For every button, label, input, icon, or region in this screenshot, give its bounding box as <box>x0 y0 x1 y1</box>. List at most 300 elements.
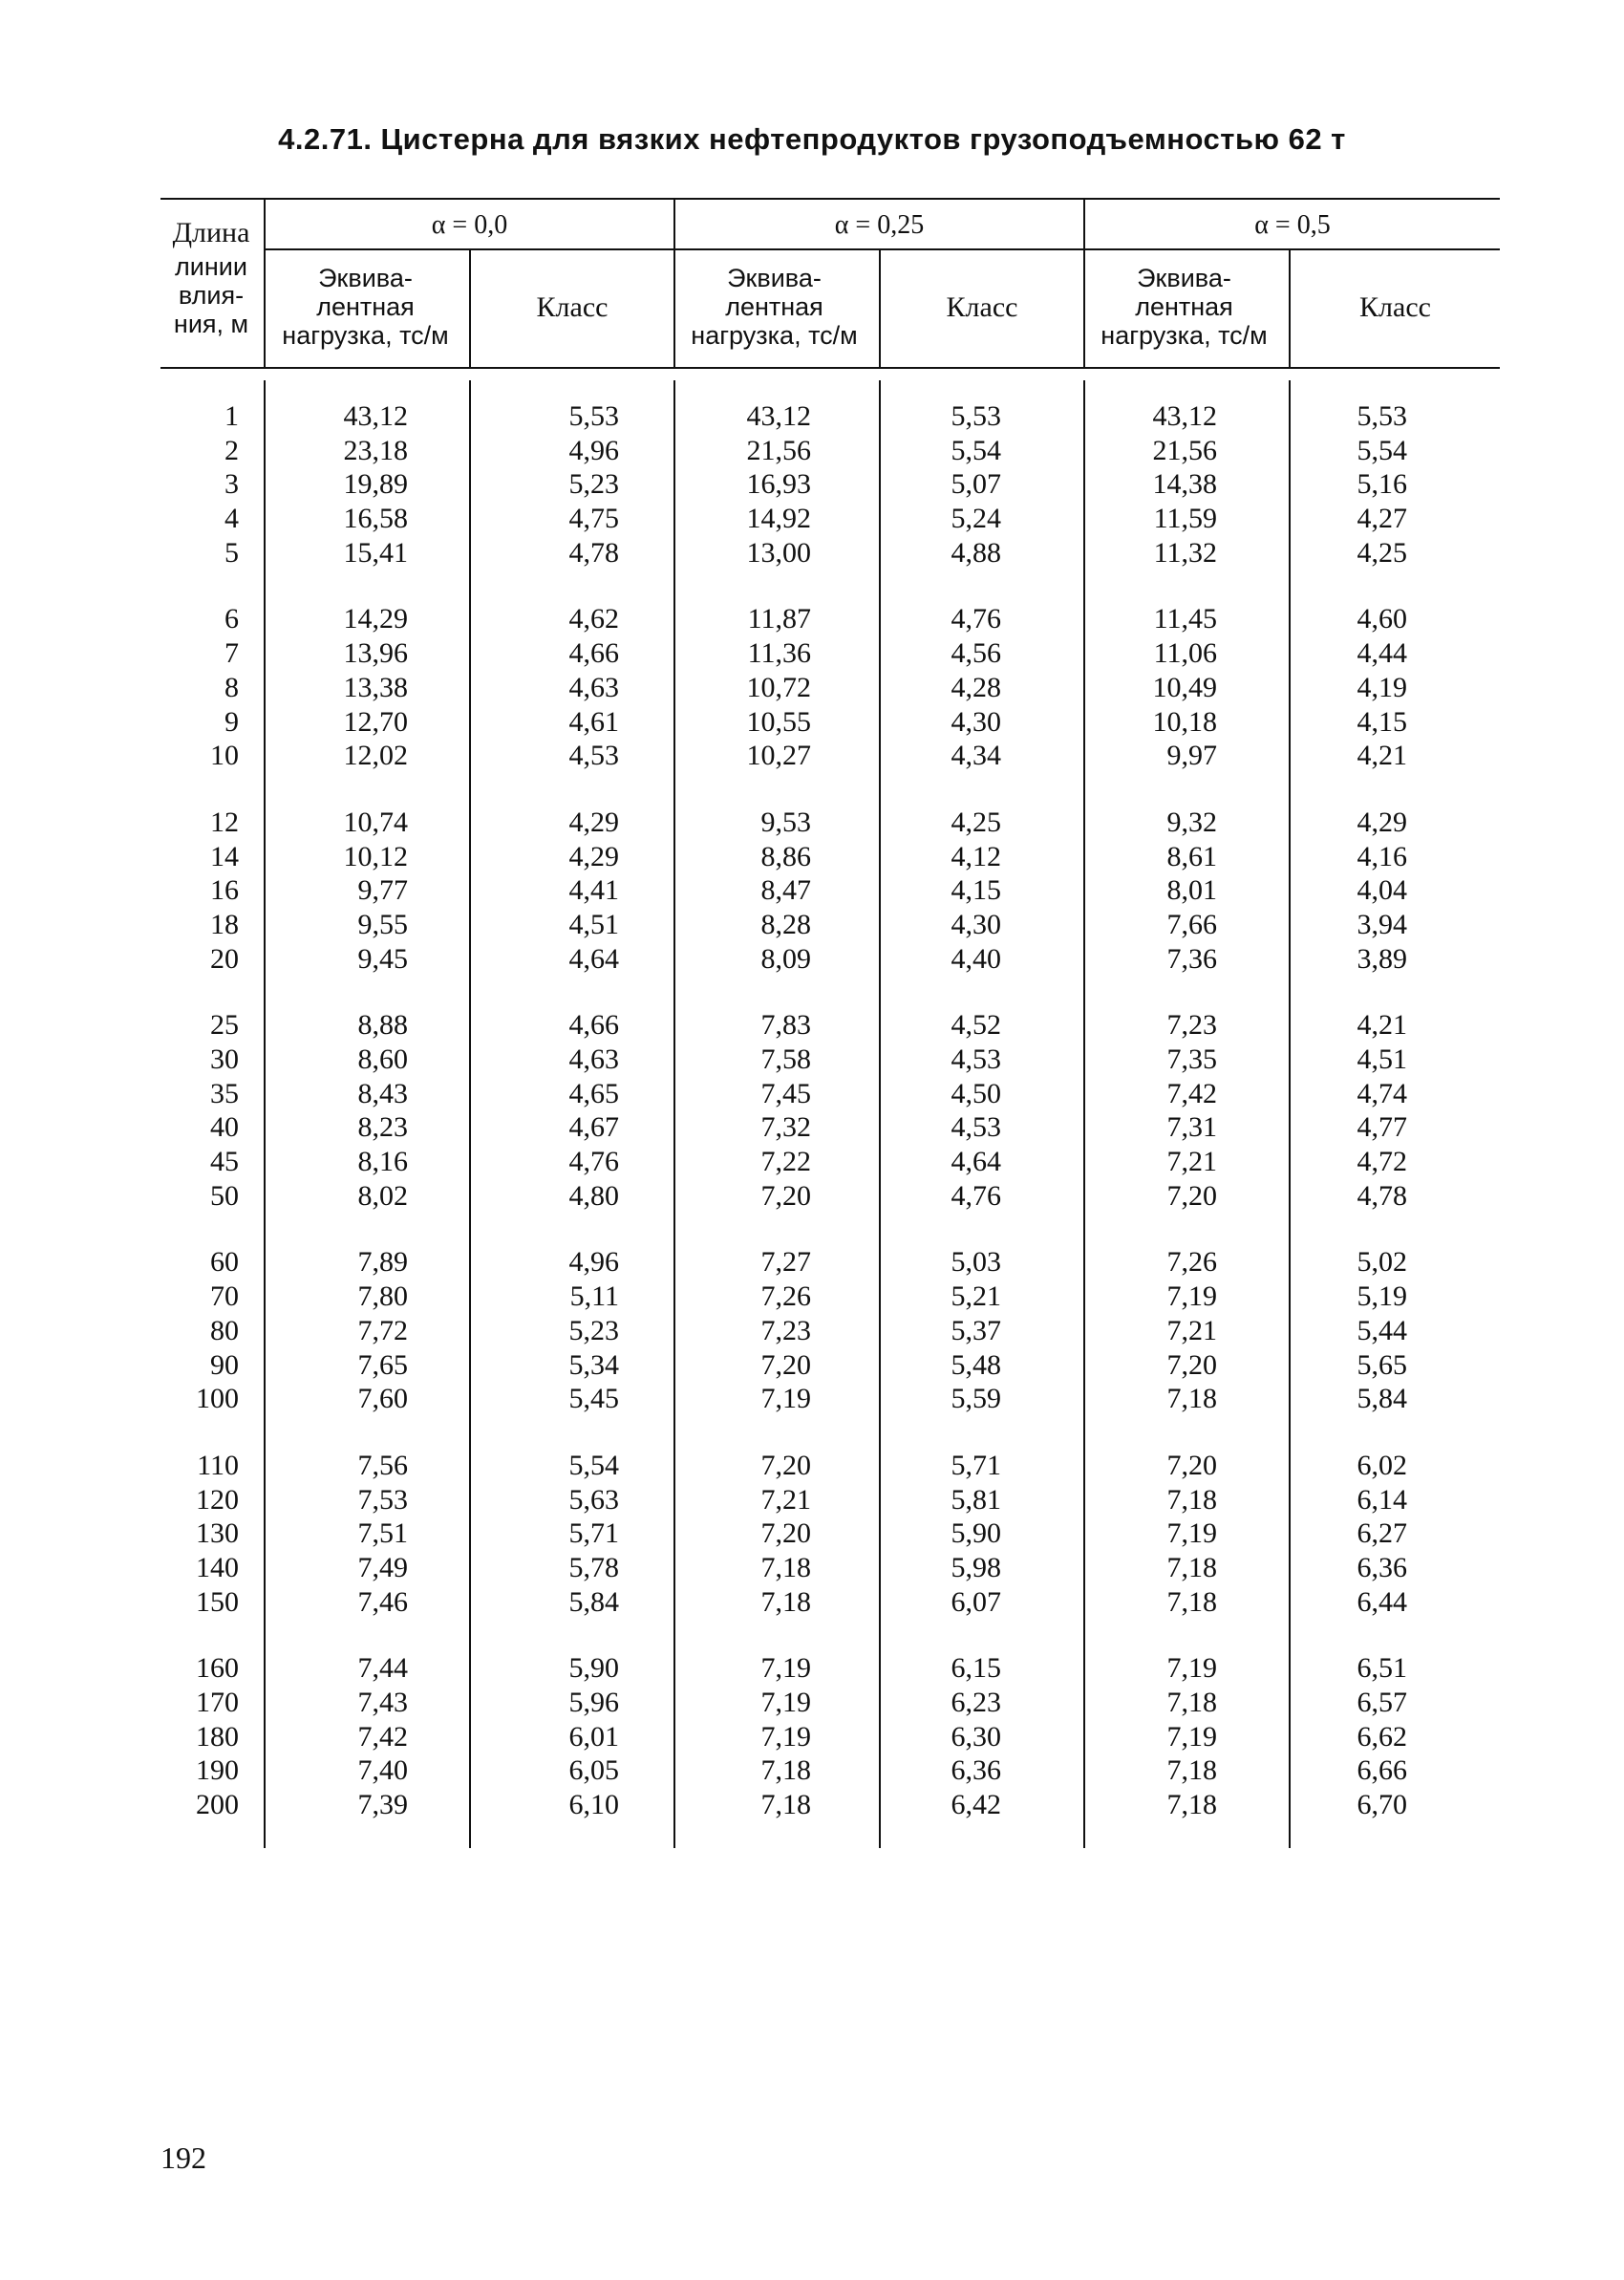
header-equiv-load-1-line-3: нагрузка, тс/м <box>282 321 449 350</box>
cell-class-a05: 5,65 <box>1357 1348 1407 1381</box>
cell-equiv-load-a025: 7,26 <box>760 1280 811 1313</box>
cell-length: 16 <box>210 874 239 907</box>
cell-equiv-load-a0: 14,29 <box>343 603 408 635</box>
cell-equiv-load-a0: 7,43 <box>357 1687 408 1718</box>
row-group-2 <box>162 602 1500 772</box>
cell-class-a025: 4,30 <box>951 705 1001 738</box>
cell-equiv-load-a05: 7,35 <box>1166 1043 1217 1075</box>
table-row <box>162 1753 1500 1788</box>
row-group-6 <box>162 1449 1500 1619</box>
cell-equiv-load-a0: 7,39 <box>357 1789 408 1821</box>
cell-equiv-load-a0: 7,80 <box>357 1280 408 1313</box>
header-equiv-load-1-line-1: Эквива- <box>318 264 413 292</box>
header-alpha-0: α = 0,0 <box>431 210 508 240</box>
cell-length: 18 <box>210 908 239 940</box>
cell-equiv-load-a025: 7,19 <box>760 1383 811 1415</box>
cell-equiv-load-a025: 7,18 <box>760 1789 811 1821</box>
cell-class-a05: 4,21 <box>1357 1009 1407 1042</box>
cell-equiv-load-a0: 13,96 <box>343 637 408 670</box>
cell-length: 180 <box>196 1720 239 1753</box>
cell-length: 45 <box>210 1146 239 1178</box>
cell-class-a025: 5,21 <box>951 1280 1001 1313</box>
cell-class-a025: 4,15 <box>951 874 1001 907</box>
cell-class-a05: 6,02 <box>1357 1449 1407 1481</box>
row-group-1 <box>162 399 1500 570</box>
cell-class-a025: 5,90 <box>951 1517 1001 1550</box>
cell-class-a025: 5,03 <box>951 1246 1001 1279</box>
row-group-5 <box>162 1245 1500 1415</box>
cell-equiv-load-a05: 7,19 <box>1166 1720 1217 1753</box>
cell-equiv-load-a05: 9,32 <box>1166 806 1217 838</box>
table-row <box>162 1179 1500 1214</box>
cell-class-a05: 3,89 <box>1357 942 1407 975</box>
cell-class-a05: 4,19 <box>1357 671 1407 703</box>
cell-equiv-load-a0: 8,23 <box>357 1111 408 1144</box>
cell-class-a025: 5,24 <box>951 503 1001 535</box>
cell-length: 20 <box>210 942 239 975</box>
cell-length: 40 <box>210 1111 239 1144</box>
header-length-line-4: ния, м <box>173 310 249 338</box>
cell-equiv-load-a0: 43,12 <box>343 400 408 432</box>
cell-equiv-load-a0: 8,16 <box>357 1146 408 1178</box>
cell-class-a0: 5,78 <box>568 1551 619 1583</box>
cell-equiv-load-a05: 7,20 <box>1166 1179 1217 1212</box>
header-equiv-load-2-line-2: лентная <box>725 292 823 321</box>
cell-class-a0: 5,90 <box>568 1652 619 1685</box>
table-row <box>162 942 1500 977</box>
cell-equiv-load-a05: 43,12 <box>1152 400 1217 432</box>
header-class-3: Класс <box>1359 291 1431 323</box>
cell-class-a025: 4,88 <box>951 536 1001 569</box>
header-alpha-05: α = 0,5 <box>1254 210 1331 240</box>
cell-class-a025: 4,52 <box>951 1009 1001 1042</box>
header-class-2: Класс <box>946 291 1018 323</box>
cell-class-a0: 5,23 <box>568 1314 619 1346</box>
cell-equiv-load-a025: 7,18 <box>760 1551 811 1583</box>
cell-class-a05: 4,29 <box>1357 806 1407 838</box>
cell-class-a025: 4,56 <box>951 637 1001 670</box>
cell-equiv-load-a025: 10,27 <box>746 740 811 772</box>
table-row <box>162 739 1500 773</box>
cell-equiv-load-a025: 16,93 <box>746 468 811 501</box>
cell-class-a05: 5,02 <box>1357 1246 1407 1279</box>
table-row <box>162 1483 1500 1517</box>
cell-equiv-load-a025: 7,20 <box>760 1348 811 1381</box>
table-top-rule <box>160 198 1500 200</box>
cell-class-a05: 6,66 <box>1357 1754 1407 1787</box>
cell-equiv-load-a05: 7,18 <box>1166 1383 1217 1415</box>
cell-equiv-load-a0: 12,70 <box>343 705 408 738</box>
alpha-row-rule <box>265 248 1500 250</box>
cell-class-a05: 4,44 <box>1357 637 1407 670</box>
table-row <box>162 502 1500 536</box>
table-row <box>162 1043 1500 1077</box>
table-row <box>162 1651 1500 1686</box>
cell-equiv-load-a05: 10,49 <box>1152 671 1217 703</box>
row-group-4 <box>162 1008 1500 1213</box>
cell-equiv-load-a05: 7,23 <box>1166 1009 1217 1042</box>
cell-length: 150 <box>196 1585 239 1618</box>
cell-equiv-load-a05: 8,01 <box>1166 874 1217 907</box>
cell-equiv-load-a05: 7,20 <box>1166 1449 1217 1481</box>
table-row <box>162 1382 1500 1416</box>
cell-class-a0: 5,84 <box>568 1585 619 1618</box>
cell-class-a05: 6,57 <box>1357 1687 1407 1718</box>
cell-equiv-load-a0: 7,51 <box>357 1517 408 1550</box>
cell-class-a025: 6,07 <box>951 1585 1001 1618</box>
cell-equiv-load-a025: 10,55 <box>746 705 811 738</box>
cell-equiv-load-a0: 7,49 <box>357 1551 408 1583</box>
header-equiv-load-2-line-3: нагрузка, тс/м <box>691 321 858 350</box>
cell-class-a025: 4,53 <box>951 1111 1001 1144</box>
cell-class-a0: 4,96 <box>568 1246 619 1279</box>
cell-class-a05: 4,77 <box>1357 1111 1407 1144</box>
cell-equiv-load-a0: 8,43 <box>357 1077 408 1109</box>
cell-class-a0: 4,51 <box>568 908 619 940</box>
cell-length: 6 <box>224 603 239 635</box>
cell-equiv-load-a05: 9,97 <box>1166 740 1217 772</box>
cell-class-a0: 5,11 <box>569 1280 619 1313</box>
page-number: 192 <box>160 2140 206 2175</box>
cell-class-a025: 6,36 <box>951 1754 1001 1787</box>
cell-class-a05: 5,44 <box>1357 1314 1407 1346</box>
cell-class-a05: 4,04 <box>1357 874 1407 907</box>
cell-class-a05: 4,15 <box>1357 705 1407 738</box>
cell-equiv-load-a0: 13,38 <box>343 671 408 703</box>
cell-equiv-load-a05: 7,18 <box>1166 1754 1217 1787</box>
cell-class-a025: 5,59 <box>951 1383 1001 1415</box>
cell-class-a0: 4,65 <box>568 1077 619 1109</box>
cell-length: 35 <box>210 1077 239 1109</box>
header-equiv-load-1-line-2: лентная <box>316 292 415 321</box>
cell-equiv-load-a0: 9,77 <box>357 874 408 907</box>
cell-equiv-load-a05: 11,06 <box>1153 637 1217 670</box>
cell-length: 170 <box>196 1687 239 1718</box>
cell-equiv-load-a0: 7,42 <box>357 1720 408 1753</box>
cell-equiv-load-a05: 11,45 <box>1153 603 1217 635</box>
cell-equiv-load-a0: 7,40 <box>357 1754 408 1787</box>
cell-class-a05: 4,51 <box>1357 1043 1407 1075</box>
cell-class-a025: 5,81 <box>951 1483 1001 1516</box>
cell-equiv-load-a05: 7,19 <box>1166 1517 1217 1550</box>
table-row <box>162 1788 1500 1822</box>
cell-class-a0: 6,05 <box>568 1754 619 1787</box>
table-row <box>162 806 1500 840</box>
cell-equiv-load-a05: 7,18 <box>1166 1551 1217 1583</box>
cell-equiv-load-a025: 7,20 <box>760 1179 811 1212</box>
header-length-line-2: линии <box>175 252 247 281</box>
cell-equiv-load-a05: 11,59 <box>1153 503 1217 535</box>
table-row <box>162 467 1500 502</box>
cell-equiv-load-a0: 10,12 <box>343 840 408 872</box>
cell-class-a0: 4,53 <box>568 740 619 772</box>
cell-equiv-load-a05: 8,61 <box>1166 840 1217 872</box>
header-alpha-025: α = 0,25 <box>834 210 925 240</box>
header-class-1: Класс <box>536 291 609 323</box>
table-row <box>162 1720 1500 1754</box>
cell-class-a0: 4,61 <box>568 705 619 738</box>
table-row <box>162 399 1500 434</box>
cell-class-a05: 4,60 <box>1357 603 1407 635</box>
cell-class-a05: 6,27 <box>1357 1517 1407 1550</box>
cell-class-a025: 4,34 <box>951 740 1001 772</box>
table-row <box>162 536 1500 570</box>
cell-equiv-load-a0: 7,56 <box>357 1449 408 1481</box>
cell-equiv-load-a0: 9,45 <box>357 942 408 975</box>
cell-length: 90 <box>210 1348 239 1381</box>
cell-equiv-load-a0: 8,02 <box>357 1179 408 1212</box>
cell-equiv-load-a025: 7,18 <box>760 1585 811 1618</box>
cell-equiv-load-a05: 7,19 <box>1166 1652 1217 1685</box>
cell-equiv-load-a025: 11,36 <box>747 637 811 670</box>
cell-class-a0: 6,10 <box>568 1789 619 1821</box>
cell-class-a025: 4,40 <box>951 942 1001 975</box>
cell-class-a025: 4,53 <box>951 1043 1001 1075</box>
cell-class-a05: 5,53 <box>1357 400 1407 432</box>
cell-equiv-load-a025: 8,47 <box>760 874 811 907</box>
header-equiv-load-3-line-3: нагрузка, тс/м <box>1100 321 1268 350</box>
cell-class-a0: 4,78 <box>568 536 619 569</box>
table-row <box>162 1145 1500 1179</box>
header-bottom-rule <box>160 367 1500 369</box>
cell-length: 110 <box>197 1449 239 1481</box>
cell-class-a0: 6,01 <box>568 1720 619 1753</box>
cell-class-a0: 4,29 <box>568 806 619 838</box>
cell-length: 80 <box>210 1314 239 1346</box>
cell-equiv-load-a025: 7,32 <box>760 1111 811 1144</box>
table-row <box>162 1686 1500 1720</box>
cell-class-a025: 5,48 <box>951 1348 1001 1381</box>
cell-class-a05: 4,27 <box>1357 503 1407 535</box>
table-row <box>162 705 1500 740</box>
cell-class-a0: 4,75 <box>568 503 619 535</box>
cell-length: 2 <box>224 434 239 466</box>
cell-equiv-load-a0: 7,89 <box>357 1246 408 1279</box>
cell-class-a0: 4,41 <box>568 874 619 907</box>
cell-equiv-load-a05: 7,42 <box>1166 1077 1217 1109</box>
cell-equiv-load-a025: 7,58 <box>760 1043 811 1075</box>
cell-equiv-load-a0: 7,53 <box>357 1483 408 1516</box>
cell-equiv-load-a025: 43,12 <box>746 400 811 432</box>
cell-length: 200 <box>196 1789 239 1821</box>
cell-equiv-load-a025: 7,19 <box>760 1652 811 1685</box>
row-group-3 <box>162 806 1500 976</box>
cell-class-a025: 4,64 <box>951 1146 1001 1178</box>
cell-class-a025: 4,25 <box>951 806 1001 838</box>
table-row <box>162 636 1500 671</box>
cell-length: 120 <box>196 1483 239 1516</box>
cell-class-a0: 4,64 <box>568 942 619 975</box>
cell-length: 3 <box>224 468 239 501</box>
header-equiv-load-2-line-1: Эквива- <box>727 264 822 292</box>
cell-equiv-load-a05: 10,18 <box>1152 705 1217 738</box>
cell-equiv-load-a0: 7,60 <box>357 1383 408 1415</box>
cell-class-a0: 4,80 <box>568 1179 619 1212</box>
cell-equiv-load-a0: 9,55 <box>357 908 408 940</box>
table-row <box>162 1008 1500 1043</box>
cell-equiv-load-a025: 7,27 <box>760 1246 811 1279</box>
cell-equiv-load-a05: 7,21 <box>1166 1314 1217 1346</box>
cell-class-a0: 4,29 <box>568 840 619 872</box>
table-row <box>162 1110 1500 1145</box>
cell-equiv-load-a0: 8,60 <box>357 1043 408 1075</box>
cell-class-a025: 4,30 <box>951 908 1001 940</box>
cell-class-a025: 5,37 <box>951 1314 1001 1346</box>
cell-length: 140 <box>196 1551 239 1583</box>
cell-equiv-load-a0: 16,58 <box>343 503 408 535</box>
cell-equiv-load-a025: 21,56 <box>746 434 811 466</box>
cell-length: 10 <box>210 740 239 772</box>
cell-class-a0: 5,53 <box>568 400 619 432</box>
table-body <box>162 399 1500 1855</box>
cell-class-a0: 4,76 <box>568 1146 619 1178</box>
cell-class-a0: 4,62 <box>568 603 619 635</box>
cell-length: 100 <box>196 1383 239 1415</box>
cell-length: 8 <box>224 671 239 703</box>
cell-length: 1 <box>224 400 239 432</box>
cell-equiv-load-a0: 23,18 <box>343 434 408 466</box>
cell-equiv-load-a025: 8,28 <box>760 908 811 940</box>
cell-equiv-load-a0: 19,89 <box>343 468 408 501</box>
cell-class-a05: 6,36 <box>1357 1551 1407 1583</box>
cell-equiv-load-a025: 7,18 <box>760 1754 811 1787</box>
cell-class-a05: 5,84 <box>1357 1383 1407 1415</box>
cell-equiv-load-a05: 7,36 <box>1166 942 1217 975</box>
table-row <box>162 671 1500 705</box>
cell-equiv-load-a05: 11,32 <box>1153 536 1217 569</box>
cell-class-a05: 4,21 <box>1357 740 1407 772</box>
cell-class-a05: 4,72 <box>1357 1146 1407 1178</box>
cell-class-a025: 4,50 <box>951 1077 1001 1109</box>
cell-class-a025: 6,23 <box>951 1687 1001 1718</box>
cell-equiv-load-a0: 10,74 <box>343 806 408 838</box>
cell-length: 190 <box>196 1754 239 1787</box>
cell-equiv-load-a0: 7,72 <box>357 1314 408 1346</box>
cell-class-a05: 5,16 <box>1357 468 1407 501</box>
header-length-line-1: Длина <box>172 217 250 248</box>
header-length-line-3: влия- <box>178 281 245 310</box>
table-row <box>162 1585 1500 1620</box>
cell-equiv-load-a05: 14,38 <box>1152 468 1217 501</box>
cell-equiv-load-a025: 7,20 <box>760 1517 811 1550</box>
cell-equiv-load-a025: 7,83 <box>760 1009 811 1042</box>
cell-equiv-load-a025: 7,23 <box>760 1314 811 1346</box>
cell-length: 4 <box>224 503 239 535</box>
cell-class-a025: 5,71 <box>951 1449 1001 1481</box>
cell-equiv-load-a05: 7,19 <box>1166 1280 1217 1313</box>
cell-class-a05: 6,14 <box>1357 1483 1407 1516</box>
cell-class-a0: 5,71 <box>568 1517 619 1550</box>
cell-class-a05: 4,16 <box>1357 840 1407 872</box>
cell-equiv-load-a025: 7,19 <box>760 1687 811 1718</box>
cell-class-a025: 5,53 <box>951 400 1001 432</box>
cell-class-a05: 5,19 <box>1357 1280 1407 1313</box>
cell-class-a05: 6,44 <box>1357 1585 1407 1618</box>
cell-class-a0: 5,45 <box>568 1383 619 1415</box>
cell-class-a0: 5,96 <box>568 1687 619 1718</box>
table-row <box>162 1449 1500 1483</box>
cell-equiv-load-a025: 7,45 <box>760 1077 811 1109</box>
cell-equiv-load-a05: 7,20 <box>1166 1348 1217 1381</box>
cell-class-a0: 4,63 <box>568 671 619 703</box>
cell-class-a05: 6,62 <box>1357 1720 1407 1753</box>
cell-class-a05: 4,78 <box>1357 1179 1407 1212</box>
cell-length: 60 <box>210 1246 239 1279</box>
table-row <box>162 873 1500 908</box>
table-row <box>162 1551 1500 1585</box>
cell-length: 130 <box>196 1517 239 1550</box>
cell-equiv-load-a025: 7,21 <box>760 1483 811 1516</box>
cell-equiv-load-a025: 13,00 <box>746 536 811 569</box>
cell-class-a0: 4,67 <box>568 1111 619 1144</box>
cell-class-a025: 6,15 <box>951 1652 1001 1685</box>
cell-class-a05: 3,94 <box>1357 908 1407 940</box>
cell-equiv-load-a025: 11,87 <box>747 603 811 635</box>
table-row <box>162 1348 1500 1383</box>
cell-class-a0: 5,54 <box>568 1449 619 1481</box>
cell-class-a025: 6,30 <box>951 1720 1001 1753</box>
cell-equiv-load-a05: 7,18 <box>1166 1687 1217 1718</box>
cell-length: 160 <box>196 1652 239 1685</box>
cell-equiv-load-a05: 7,21 <box>1166 1146 1217 1178</box>
cell-equiv-load-a0: 12,02 <box>343 740 408 772</box>
cell-equiv-load-a05: 7,31 <box>1166 1111 1217 1144</box>
cell-class-a05: 4,25 <box>1357 536 1407 569</box>
cell-length: 70 <box>210 1280 239 1313</box>
cell-equiv-load-a05: 7,66 <box>1166 908 1217 940</box>
cell-equiv-load-a05: 7,18 <box>1166 1483 1217 1516</box>
table-row <box>162 1077 1500 1111</box>
table-row <box>162 1314 1500 1348</box>
cell-equiv-load-a05: 7,18 <box>1166 1585 1217 1618</box>
cell-length: 5 <box>224 536 239 569</box>
cell-length: 30 <box>210 1043 239 1075</box>
cell-class-a025: 6,42 <box>951 1789 1001 1821</box>
cell-class-a025: 5,98 <box>951 1551 1001 1583</box>
cell-equiv-load-a0: 7,46 <box>357 1585 408 1618</box>
cell-length: 50 <box>210 1179 239 1212</box>
table-row <box>162 908 1500 942</box>
cell-class-a05: 6,70 <box>1357 1789 1407 1821</box>
header-equiv-load-3-line-2: лентная <box>1135 292 1233 321</box>
page-title: 4.2.71. Цистерна для вязких нефтепродуктов грузоподъемностью 62 т <box>278 122 1346 156</box>
cell-length: 12 <box>210 806 239 838</box>
table-row <box>162 1280 1500 1314</box>
cell-class-a0: 5,34 <box>568 1348 619 1381</box>
cell-length: 14 <box>210 840 239 872</box>
cell-length: 9 <box>224 705 239 738</box>
cell-equiv-load-a025: 7,19 <box>760 1720 811 1753</box>
cell-class-a05: 4,74 <box>1357 1077 1407 1109</box>
cell-equiv-load-a025: 7,20 <box>760 1449 811 1481</box>
table-row <box>162 1245 1500 1280</box>
cell-equiv-load-a025: 8,86 <box>760 840 811 872</box>
cell-length: 7 <box>224 637 239 670</box>
table-row <box>162 602 1500 636</box>
cell-class-a025: 4,28 <box>951 671 1001 703</box>
cell-class-a0: 4,66 <box>568 637 619 670</box>
cell-class-a025: 4,76 <box>951 603 1001 635</box>
cell-equiv-load-a05: 7,26 <box>1166 1246 1217 1279</box>
cell-equiv-load-a0: 7,65 <box>357 1348 408 1381</box>
cell-class-a0: 4,96 <box>568 434 619 466</box>
cell-equiv-load-a025: 10,72 <box>746 671 811 703</box>
header-equiv-load-3-line-1: Эквива- <box>1137 264 1231 292</box>
cell-equiv-load-a05: 21,56 <box>1152 434 1217 466</box>
cell-class-a05: 6,51 <box>1357 1652 1407 1685</box>
cell-class-a05: 5,54 <box>1357 434 1407 466</box>
cell-equiv-load-a0: 15,41 <box>343 536 408 569</box>
